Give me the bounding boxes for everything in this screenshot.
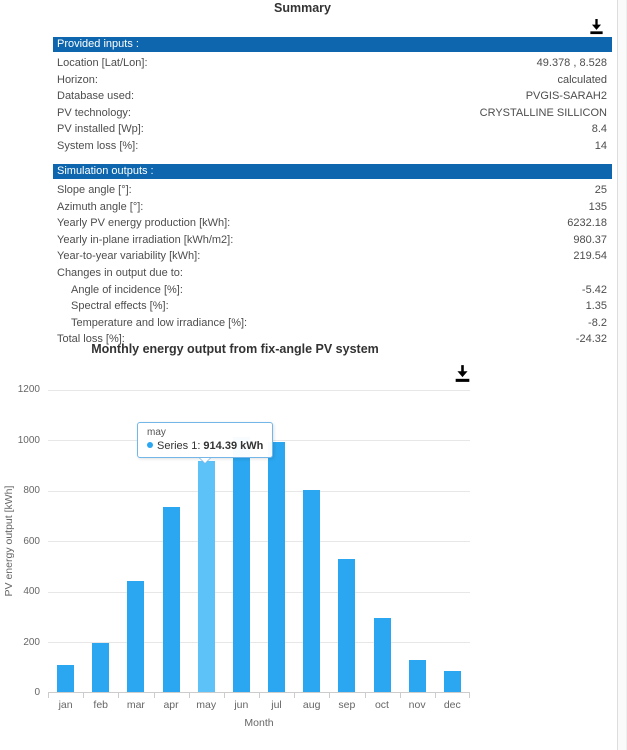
vertical-scrollbar[interactable] [617, 0, 627, 750]
x-tick-label: feb [93, 699, 109, 711]
simulation-outputs-rows [53, 182, 612, 348]
x-tick-label: mar [126, 699, 145, 711]
input-row [53, 88, 612, 105]
x-tick-label: apr [163, 699, 179, 711]
x-axis-tick [224, 693, 225, 698]
y-tick-label: 200 [23, 636, 40, 648]
provided-inputs-header: Provided inputs : [53, 37, 612, 52]
x-axis-tick [118, 693, 119, 698]
x-tick-label: jul [271, 699, 282, 711]
tooltip-series-line [147, 440, 263, 452]
row-value: -5.42 [581, 283, 607, 296]
row-value: 6232.18 [567, 217, 607, 230]
row-label: Database used: [57, 90, 135, 103]
tooltip [137, 422, 273, 458]
gridline [48, 491, 470, 492]
gridline [48, 541, 470, 542]
y-tick-label: 1200 [17, 384, 40, 395]
x-axis-tick [400, 693, 401, 698]
x-axis-tick [365, 693, 366, 698]
bar-may[interactable] [198, 461, 215, 692]
output-row [53, 232, 612, 249]
x-axis-title: Month [244, 717, 274, 729]
y-axis-title: PV energy output [kWh] [3, 485, 15, 597]
x-tick-label: sep [338, 699, 356, 711]
output-row [53, 315, 612, 332]
gridline [48, 592, 470, 593]
row-label: Yearly in-plane irradiation [kWh/m2]: [57, 233, 234, 246]
series-dot-icon [147, 442, 153, 448]
x-axis-tick [469, 693, 470, 698]
row-label: Spectral effects [%]: [71, 300, 169, 313]
row-label: Location [Lat/Lon]: [57, 57, 148, 69]
row-value: 135 [588, 200, 607, 213]
row-value: 8.4 [591, 123, 607, 136]
row-value: 14 [594, 139, 607, 152]
row-label: Slope angle [°]: [57, 184, 132, 196]
gridline [48, 642, 470, 643]
row-value: 49.378 , 8.528 [536, 57, 607, 69]
x-axis-tick [189, 693, 190, 698]
output-row [53, 248, 612, 265]
x-tick-label: dec [443, 699, 461, 711]
x-tick-label: oct [374, 699, 389, 711]
monthly-energy-chart [0, 338, 627, 750]
row-value: 1.35 [585, 300, 607, 313]
x-tick-label: may [196, 699, 217, 711]
bar-apr[interactable] [163, 507, 180, 692]
y-tick-label: 800 [23, 485, 40, 496]
output-row [53, 298, 612, 315]
x-axis-tick [329, 693, 330, 698]
chart-title: Monthly energy output from fix-angle PV system [91, 342, 379, 356]
row-label: Year-to-year variability [kWh]: [57, 250, 201, 263]
page-title: Summary [274, 1, 331, 15]
y-tick-label: 600 [23, 535, 40, 547]
input-row [53, 72, 612, 89]
tooltip-category: may [147, 427, 166, 438]
bar-nov[interactable] [409, 660, 426, 692]
y-tick-label: 400 [23, 586, 40, 597]
row-label: Changes in output due to: [57, 266, 183, 279]
bar-sep[interactable] [338, 559, 355, 692]
output-row [53, 182, 612, 199]
y-tick-label: 0 [34, 687, 40, 698]
tooltip-value: 914.39 kWh [203, 440, 264, 452]
row-label: System loss [%]: [57, 139, 139, 152]
output-row [53, 265, 612, 282]
x-tick-label: aug [302, 699, 321, 711]
bar-mar[interactable] [127, 581, 144, 692]
x-axis-tick [435, 693, 436, 698]
x-tick-label: jan [58, 699, 73, 711]
bar-dec[interactable] [444, 671, 461, 692]
input-row [53, 121, 612, 138]
simulation-outputs-section [53, 164, 612, 346]
input-row [53, 55, 612, 72]
x-axis-tick [48, 693, 49, 698]
bar-jun[interactable] [233, 437, 250, 692]
y-axis-tick-labels [0, 384, 40, 698]
row-label: PV technology: [57, 106, 131, 119]
output-row [53, 282, 612, 299]
output-row [53, 199, 612, 216]
bar-oct[interactable] [374, 618, 391, 692]
x-tick-label: jun [234, 699, 249, 711]
gridline [48, 390, 470, 391]
row-label: Temperature and low irradiance [%]: [71, 316, 248, 329]
simulation-outputs-header: Simulation outputs : [53, 164, 612, 179]
row-label: Angle of incidence [%]: [71, 283, 183, 296]
x-axis-tick [154, 693, 155, 698]
row-value: 219.54 [573, 250, 607, 263]
row-label: PV installed [Wp]: [57, 123, 144, 136]
output-row [53, 215, 612, 232]
input-row [53, 138, 612, 155]
tooltip-series-label: Series 1: [157, 440, 201, 452]
row-value: -24.32 [575, 333, 607, 346]
row-value: 25 [594, 184, 607, 196]
download-icon [453, 371, 472, 388]
bar-jan[interactable] [57, 665, 74, 692]
x-axis-tick [294, 693, 295, 698]
row-label: Yearly PV energy production [kWh]: [57, 217, 231, 230]
y-tick-label: 1000 [17, 434, 40, 446]
x-axis-tick [83, 693, 84, 698]
download-chart-button[interactable] [453, 364, 472, 384]
x-axis-tick [259, 693, 260, 698]
bar-aug[interactable] [303, 490, 320, 692]
row-value: -8.2 [588, 316, 607, 329]
row-label: Total loss [%]: [57, 333, 125, 346]
provided-inputs-section [53, 37, 612, 152]
input-row [53, 105, 612, 122]
x-axis-tick-labels [48, 699, 470, 711]
row-value: CRYSTALLINE SILLICON [479, 106, 607, 119]
provided-inputs-rows [53, 55, 612, 155]
download-summary-button[interactable] [588, 18, 605, 36]
row-value: calculated [557, 73, 607, 86]
x-tick-label: nov [408, 699, 426, 711]
row-label: Horizon: [57, 73, 98, 86]
row-label: Azimuth angle [°]: [57, 200, 144, 213]
row-value: PVGIS-SARAH2 [525, 90, 607, 103]
bar-feb[interactable] [92, 643, 109, 692]
row-value: 980.37 [573, 233, 607, 246]
bar-jul[interactable] [268, 442, 285, 692]
